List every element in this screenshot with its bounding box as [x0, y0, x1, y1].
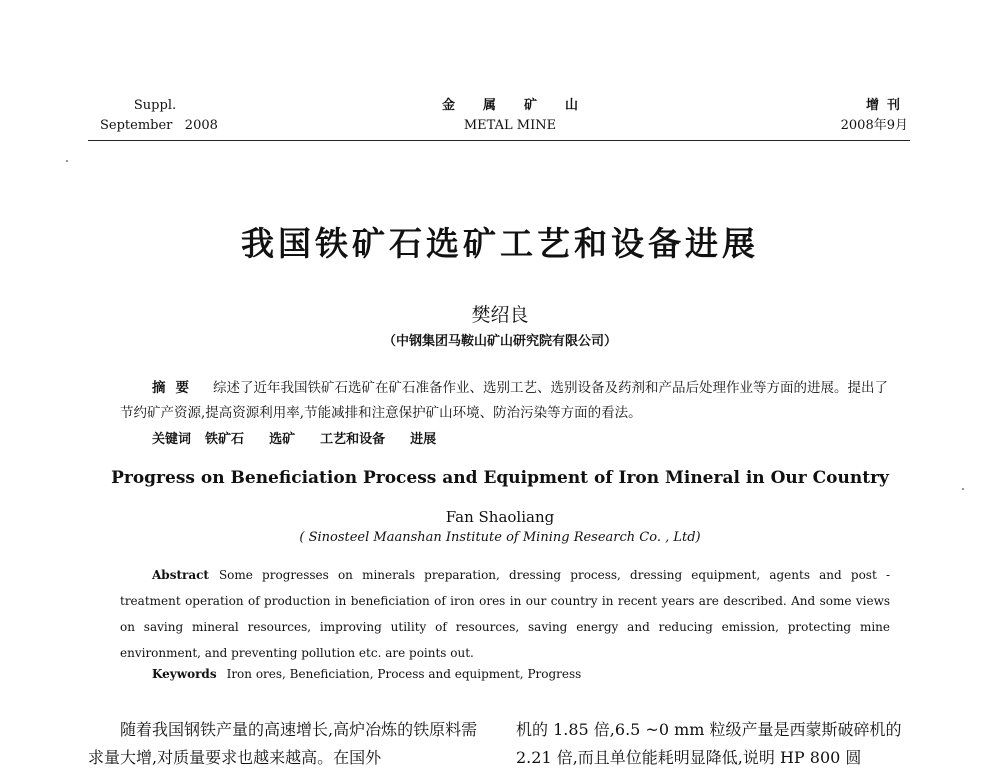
body-paragraph: 机的 1.85 倍,6.5 ~0 mm 粒级产量是西蒙斯破碎机的 2.21 倍,而且单位能耗明显降低,说明 HP 800 圆 [516, 720, 902, 767]
supplement-label: Suppl. [133, 98, 177, 113]
abstract-en [120, 562, 890, 666]
journal-name [400, 96, 620, 136]
abstract-label-en: Abstract [152, 568, 209, 582]
abstract-text-en: Some progresses on minerals preparation, dressing process, dressing equipment, agents and post - treatment operation of production in beneficiation of iron ores in our country in recent years are described. And some views on saving mineral resources, improving utility of resources, saving energy and reducing emission, protecting mine environment, and preventing pollution etc. are points out. [120, 568, 890, 660]
keywords-label-en: Keywords [152, 667, 217, 681]
issue-date-cn: 2008年9月 [840, 118, 908, 133]
supplement-label-cn: 增刊 [865, 98, 908, 113]
scan-speck [66, 160, 68, 162]
scan-speck [962, 488, 964, 490]
abstract-text-cn: 综述了近年我国铁矿石选矿在矿石准备作业、选别工艺、选别设备及药剂和产品后处理作业等方面的进展。提出了节约矿产资源,提高资源利用率,节能减排和注意保护矿山环境、防治污染等方面的看法。 [120, 380, 888, 421]
paper-title-en: Progress on Beneficiation Process and Equipment of Iron Mineral in Our Country [111, 468, 889, 488]
journal-name-cn: 金属矿山 [441, 98, 606, 113]
keywords-values-cn: 铁矿石 选矿 工艺和设备 进展 [205, 432, 437, 447]
keywords-cn [152, 428, 436, 447]
body-paragraph: 随着我国钢铁产量的高速增长,高炉冶炼的铁原料需求量大增,对质量要求也越来越高。在国外 [88, 720, 478, 767]
abstract-label-cn: 摘要 [152, 380, 199, 396]
keywords-label-cn: 关键词 [152, 432, 192, 447]
author-en: Fan Shaoliang [445, 508, 555, 526]
affiliation-cn: （中钢集团马鞍山矿山研究院有限公司） [382, 334, 617, 349]
affiliation-en: ( Sinosteel Maanshan Institute of Mining Research Co. , Ltd) [299, 530, 701, 545]
abstract-cn [120, 376, 890, 426]
keywords-values-en: Iron ores, Beneficiation, Process and equipment, Progress [226, 667, 582, 681]
body-column-right [516, 716, 906, 772]
header-rule [88, 140, 910, 141]
body-column-left [88, 716, 478, 772]
author-cn: 樊绍良 [471, 304, 529, 326]
journal-name-en: METAL MINE [463, 118, 557, 133]
issue-date-en: September 2008 [100, 118, 218, 133]
journal-issue-info [100, 96, 218, 136]
keywords-en [152, 667, 581, 681]
journal-issue-info-cn [841, 96, 908, 136]
paper-title-cn: 我国铁矿石选矿工艺和设备进展 [241, 224, 759, 263]
